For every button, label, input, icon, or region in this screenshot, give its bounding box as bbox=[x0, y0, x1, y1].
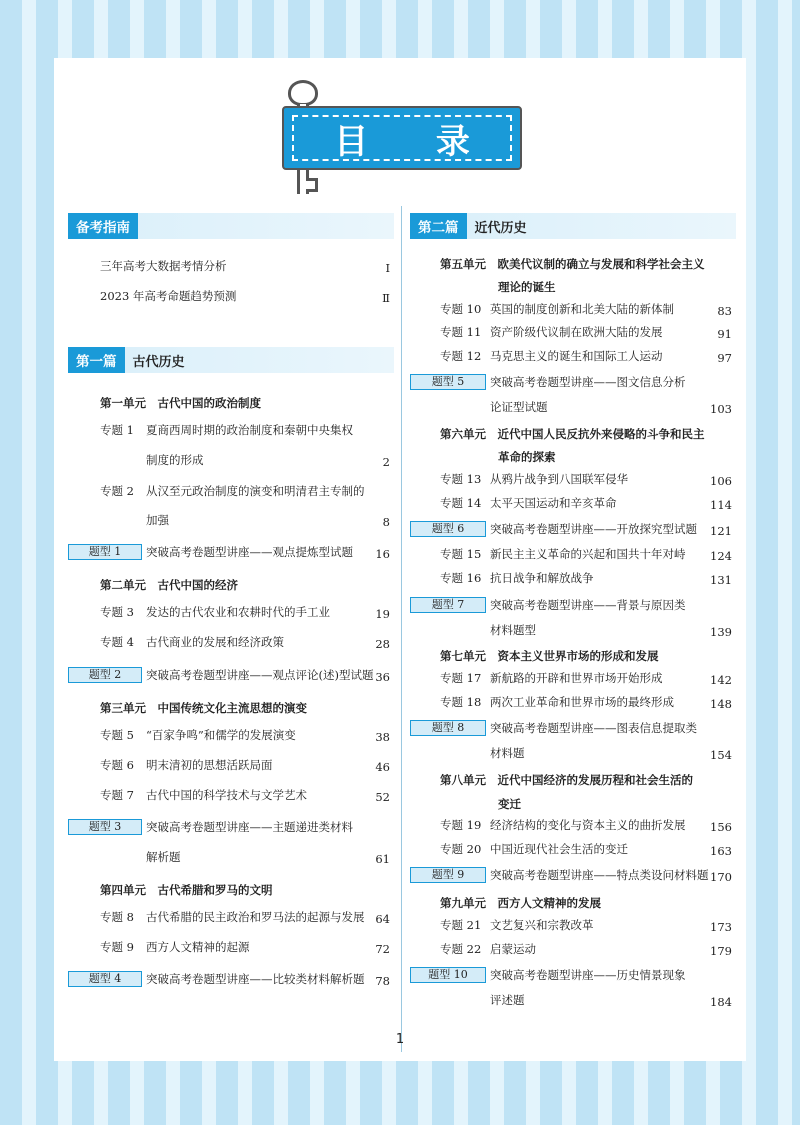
question-type-6-page: 121 bbox=[710, 524, 732, 538]
topic-3-page: 19 bbox=[375, 607, 390, 621]
topic-18-label: 专题 18 bbox=[440, 695, 482, 709]
unit-5-title-cont[interactable]: 理论的诞生 bbox=[498, 280, 556, 294]
question-type-9-title[interactable]: 突破高考卷题型讲座——特点类设问材料题 bbox=[490, 868, 709, 882]
topic-11-page: 91 bbox=[717, 327, 732, 341]
topic-12-title[interactable]: 马克思主义的诞生和国际工人运动 bbox=[490, 349, 663, 363]
question-type-10-title[interactable]: 突破高考卷题型讲座——历史情景现象 bbox=[490, 968, 686, 982]
unit-4-title[interactable]: 第四单元 古代希腊和罗马的文明 bbox=[100, 883, 273, 897]
topic-4-page: 28 bbox=[375, 637, 390, 651]
topic-1-page: 2 bbox=[382, 455, 390, 469]
question-type-2-page: 36 bbox=[375, 670, 390, 684]
section-part1-name: 古代历史 bbox=[132, 354, 185, 370]
question-type-2-title[interactable]: 突破高考卷题型讲座——观点评论(述)型试题 bbox=[146, 668, 374, 682]
topic-22-label: 专题 22 bbox=[440, 942, 482, 956]
topic-4-title[interactable]: 古代商业的发展和经济政策 bbox=[146, 635, 284, 649]
topic-15-label: 专题 15 bbox=[440, 547, 482, 561]
topic-1-title-cont[interactable]: 制度的形成 bbox=[146, 453, 204, 467]
topic-12-page: 97 bbox=[717, 351, 732, 365]
question-type-4-page: 78 bbox=[375, 974, 390, 988]
question-type-6-title[interactable]: 突破高考卷题型讲座——开放探究型试题 bbox=[490, 522, 697, 536]
guide-item-2-page: Ⅱ bbox=[382, 291, 390, 305]
topic-9-label: 专题 9 bbox=[100, 940, 134, 954]
topic-12-label: 专题 12 bbox=[440, 349, 482, 363]
topic-13-label: 专题 13 bbox=[440, 472, 482, 486]
topic-5-page: 38 bbox=[375, 730, 390, 744]
question-type-5-title-cont[interactable]: 论证型试题 bbox=[490, 400, 548, 414]
topic-1-label: 专题 1 bbox=[100, 423, 134, 437]
section-part2-header bbox=[410, 213, 736, 239]
unit-9-title[interactable]: 第九单元 西方人文精神的发展 bbox=[440, 896, 601, 910]
unit-8-title[interactable]: 第八单元 近代中国经济的发展历程和社会生活的 bbox=[440, 773, 693, 787]
topic-16-label: 专题 16 bbox=[440, 571, 482, 585]
unit-2-title[interactable]: 第二单元 古代中国的经济 bbox=[100, 578, 238, 592]
question-type-1-page: 16 bbox=[375, 547, 390, 561]
topic-6-title[interactable]: 明末清初的思想活跃局面 bbox=[146, 758, 273, 772]
topic-5-label: 专题 5 bbox=[100, 728, 134, 742]
question-type-2-tag: 题型 2 bbox=[68, 667, 142, 683]
topic-14-page: 114 bbox=[710, 498, 732, 512]
topic-1-title[interactable]: 夏商西周时期的政治制度和秦朝中央集权 bbox=[146, 423, 353, 437]
page-number: 1 bbox=[395, 1032, 405, 1047]
question-type-5-tag: 题型 5 bbox=[410, 374, 486, 390]
topic-7-title[interactable]: 古代中国的科学技术与文学艺术 bbox=[146, 788, 307, 802]
question-type-4-tag: 题型 4 bbox=[68, 971, 142, 987]
section-guide-header bbox=[68, 213, 394, 239]
topic-8-page: 64 bbox=[375, 912, 390, 926]
topic-7-page: 52 bbox=[375, 790, 390, 804]
topic-2-label: 专题 2 bbox=[100, 484, 134, 498]
question-type-9-page: 170 bbox=[710, 870, 732, 884]
topic-3-label: 专题 3 bbox=[100, 605, 134, 619]
section-part1-header bbox=[68, 347, 394, 373]
topic-21-title[interactable]: 文艺复兴和宗教改革 bbox=[490, 918, 594, 932]
question-type-7-title-cont[interactable]: 材料题型 bbox=[490, 623, 536, 637]
guide-item-1-page: Ⅰ bbox=[385, 261, 390, 275]
question-type-10-title-cont[interactable]: 评述题 bbox=[490, 993, 525, 1007]
topic-13-title[interactable]: 从鸦片战争到八国联军侵华 bbox=[490, 472, 628, 486]
question-type-3-page: 61 bbox=[375, 852, 390, 866]
question-type-7-page: 139 bbox=[710, 625, 732, 639]
unit-6-title-cont[interactable]: 革命的探索 bbox=[498, 450, 556, 464]
question-type-5-title[interactable]: 突破高考卷题型讲座——图文信息分析 bbox=[490, 375, 686, 389]
topic-22-page: 179 bbox=[710, 944, 732, 958]
topic-6-label: 专题 6 bbox=[100, 758, 134, 772]
topic-8-label: 专题 8 bbox=[100, 910, 134, 924]
topic-15-page: 124 bbox=[710, 549, 732, 563]
question-type-4-title[interactable]: 突破高考卷题型讲座——比较类材料解析题 bbox=[146, 972, 365, 986]
key-teeth-icon bbox=[306, 178, 318, 192]
section-part2-name: 近代历史 bbox=[474, 220, 527, 236]
unit-3-title[interactable]: 第三单元 中国传统文化主流思想的演变 bbox=[100, 701, 307, 715]
topic-3-title[interactable]: 发达的古代农业和农耕时代的手工业 bbox=[146, 605, 330, 619]
topic-16-page: 131 bbox=[710, 573, 732, 587]
topic-9-title[interactable]: 西方人文精神的起源 bbox=[146, 940, 250, 954]
question-type-10-tag: 题型 10 bbox=[410, 967, 486, 983]
guide-item-1[interactable]: 三年高考大数据考情分析 bbox=[100, 259, 227, 273]
unit-1-title[interactable]: 第一单元 古代中国的政治制度 bbox=[100, 396, 261, 410]
question-type-8-page: 154 bbox=[710, 748, 732, 762]
topic-8-title[interactable]: 古代希腊的民主政治和罗马法的起源与发展 bbox=[146, 910, 365, 924]
unit-6-title[interactable]: 第六单元 近代中国人民反抗外来侵略的斗争和民主 bbox=[440, 427, 705, 441]
topic-13-page: 106 bbox=[710, 474, 732, 488]
topic-21-label: 专题 21 bbox=[440, 918, 482, 932]
question-type-5-page: 103 bbox=[710, 402, 732, 416]
column-divider bbox=[401, 206, 402, 1052]
topic-22-title[interactable]: 启蒙运动 bbox=[490, 942, 536, 956]
topic-4-label: 专题 4 bbox=[100, 635, 134, 649]
unit-8-title-cont[interactable]: 变迁 bbox=[498, 797, 521, 811]
page-title: 目 录 bbox=[334, 121, 498, 162]
topic-14-label: 专题 14 bbox=[440, 496, 482, 510]
topic-17-title[interactable]: 新航路的开辟和世界市场开始形成 bbox=[490, 671, 663, 685]
question-type-7-tag: 题型 7 bbox=[410, 597, 486, 613]
question-type-8-title-cont[interactable]: 材料题 bbox=[490, 746, 525, 760]
topic-19-label: 专题 19 bbox=[440, 818, 482, 832]
question-type-1-tag: 题型 1 bbox=[68, 544, 142, 560]
section-part2-tab: 第二篇 bbox=[410, 213, 467, 239]
topic-7-label: 专题 7 bbox=[100, 788, 134, 802]
toc-page bbox=[54, 58, 746, 1061]
question-type-3-tag: 题型 3 bbox=[68, 819, 142, 835]
section-part1-tab: 第一篇 bbox=[68, 347, 125, 373]
question-type-10-page: 184 bbox=[710, 995, 732, 1009]
topic-2-title-cont[interactable]: 加强 bbox=[146, 513, 169, 527]
topic-10-title[interactable]: 英国的制度创新和北美大陆的新体制 bbox=[490, 302, 674, 316]
topic-10-label: 专题 10 bbox=[440, 302, 482, 316]
key-ring-icon bbox=[288, 80, 318, 106]
topic-11-label: 专题 11 bbox=[440, 325, 482, 339]
topic-6-page: 46 bbox=[375, 760, 390, 774]
topic-19-page: 156 bbox=[710, 820, 732, 834]
topic-17-page: 142 bbox=[710, 673, 732, 687]
topic-2-title[interactable]: 从汉至元政治制度的演变和明清君主专制的 bbox=[146, 484, 365, 498]
topic-5-title[interactable]: “百家争鸣”和儒学的发展演变 bbox=[146, 728, 296, 742]
question-type-1-title[interactable]: 突破高考卷题型讲座——观点提炼型试题 bbox=[146, 545, 353, 559]
topic-21-page: 173 bbox=[710, 920, 732, 934]
unit-7-title[interactable]: 第七单元 资本主义世界市场的形成和发展 bbox=[440, 649, 659, 663]
topic-11-title[interactable]: 资产阶级代议制在欧洲大陆的发展 bbox=[490, 325, 663, 339]
topic-16-title[interactable]: 抗日战争和解放战争 bbox=[490, 571, 594, 585]
question-type-8-title[interactable]: 突破高考卷题型讲座——图表信息提取类 bbox=[490, 721, 697, 735]
unit-5-title[interactable]: 第五单元 欧美代议制的确立与发展和科学社会主义 bbox=[440, 257, 705, 271]
question-type-3-title-cont[interactable]: 解析题 bbox=[146, 850, 181, 864]
topic-18-title[interactable]: 两次工业革命和世界市场的最终形成 bbox=[490, 695, 674, 709]
topic-20-title[interactable]: 中国近现代社会生活的变迁 bbox=[490, 842, 628, 856]
question-type-3-title[interactable]: 突破高考卷题型讲座——主题递进类材料 bbox=[146, 820, 353, 834]
topic-19-title[interactable]: 经济结构的变化与资本主义的曲折发展 bbox=[490, 818, 686, 832]
topic-20-label: 专题 20 bbox=[440, 842, 482, 856]
topic-2-page: 8 bbox=[382, 515, 390, 529]
topic-14-title[interactable]: 太平天国运动和辛亥革命 bbox=[490, 496, 617, 510]
topic-20-page: 163 bbox=[710, 844, 732, 858]
topic-17-label: 专题 17 bbox=[440, 671, 482, 685]
question-type-6-tag: 题型 6 bbox=[410, 521, 486, 537]
topic-10-page: 83 bbox=[717, 304, 732, 318]
topic-18-page: 148 bbox=[710, 697, 732, 711]
question-type-9-tag: 题型 9 bbox=[410, 867, 486, 883]
guide-item-2[interactable]: 2023 年高考命题趋势预测 bbox=[100, 289, 237, 303]
topic-9-page: 72 bbox=[375, 942, 390, 956]
title-box bbox=[282, 106, 522, 170]
question-type-7-title[interactable]: 突破高考卷题型讲座——背景与原因类 bbox=[490, 598, 686, 612]
question-type-8-tag: 题型 8 bbox=[410, 720, 486, 736]
section-guide-tab: 备考指南 bbox=[68, 213, 138, 239]
title-banner bbox=[282, 80, 522, 194]
topic-15-title[interactable]: 新民主主义革命的兴起和国共十年对峙 bbox=[490, 547, 686, 561]
